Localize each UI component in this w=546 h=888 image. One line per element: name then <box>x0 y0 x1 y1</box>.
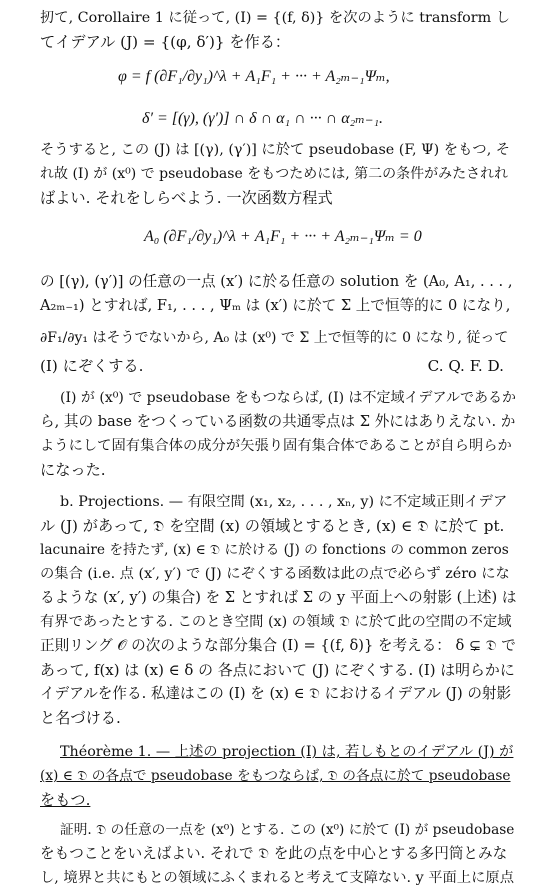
text-line: をもつことをいえばよい. それで 𝔇 を此の点を中心とする多円筒とみな <box>40 845 508 862</box>
section-heading-line: b. Projections. — 有限空間 (x₁, x₂, . . . , xₙ, y) に不定域正則イデア <box>60 494 508 510</box>
text-line: になった. <box>40 461 106 479</box>
text-line: の集合 (i.e. 点 (x′, y′) で (J) にぞくする函数は此の点で必らず zéro にな <box>40 566 510 582</box>
text-line: るような (x′, y′) の集合) を Σ とすれば Σ の y 平面上への射影 (上述) は <box>40 589 517 606</box>
text-line: あって, f(x) は (x) ∈ δ の 各点において (J) にぞくする. (I) は明らかに <box>40 661 515 679</box>
text-line: し, 境界と共にもとの領域にふくまれると考えて支障ない. y 平面上に原点 <box>40 870 514 886</box>
text-line: ル (J) があって, 𝔇 を空間 (x) の領域とするとき, (x) ∈ 𝔇 に於て pt. <box>40 517 505 535</box>
text-line: A₂ₘ₋₁) とすれば, F₁, . . . , Ψₘ は (x′) に於て Σ 上で恒等的に 0 になり, <box>40 297 511 314</box>
theorem-line: Théorème 1. — 上述の projection (I) は, 若しもとのイデアル (J) が <box>60 744 514 760</box>
text-line: ら, 其の base をつくっている函数の共通零点は Σ 外にはありえない. か <box>40 413 516 430</box>
theorem-line: (x) ∈ 𝔇 の各点で pseudobase をもつならば, 𝔇 の各点に於て pseudobase <box>40 768 511 784</box>
text-line: ようにして固有集合体の成分が矢張り固有集合体であることが自ら明らか <box>40 438 512 454</box>
qed-label: C. Q. F. D. <box>427 357 504 375</box>
text-line: ばよい. それをしらべよう. 一次函数方程式 <box>40 189 333 207</box>
equation-linear: A₀ (∂F₁/∂y₁)^λ + A₁F₁ + ··· + A₂ₘ₋₁Ψₘ = 0 <box>144 228 422 245</box>
text-line: の [(γ), (γ′)] の任意の一点 (x′) に於る任意の solution を (A₀, A₁, . . . , <box>40 273 513 290</box>
text-line: lacunaire を持たず, (x) ∈ 𝔇 に於ける (J) の fonctions の common zeros <box>40 542 509 558</box>
text-line: 有界であったとする. このとき空間 (x) の領域 𝔇 に於て此の空間の不定域 <box>40 614 512 630</box>
equation-delta: δ′ = [(γ), (γ′)] ∩ δ ∩ α₁ ∩ ··· ∩ α₂ₘ₋₁. <box>142 110 384 127</box>
text-line: 扨て, Corollaire 1 に従って, (I) = {(f, δ)} を次のように transform し <box>40 10 511 26</box>
text-line: れ故 (I) が (x⁰) で pseudobase をもつためには, 第二の条件がみたされれ <box>40 166 509 182</box>
text-line: (I) にぞくする. <box>40 357 144 375</box>
text-line: と名づける. <box>40 709 121 727</box>
text-line: イデアルを作る. 私達はこの (I) を (x) ∈ 𝔇 におけるイデアル (J) の射影 <box>40 685 512 702</box>
text-line: (I) が (x⁰) で pseudobase をもつならば, (I) は不定域イデアルであるか <box>60 390 516 406</box>
text-line: そうすると, この (J) は [(γ), (γ′)] に於て pseudobase (F, Ψ) をもつ, そ <box>40 142 511 158</box>
text-line: 正則リング 𝒪 の次のような部分集合 (I) = {(f, δ)} を考える： δ ⊊ 𝔇 で <box>40 637 516 654</box>
text-line: ∂F₁/∂y₁ はそうでないから, A₀ は (x⁰) で Σ 上で恒等的に 0 になり, 従って <box>40 330 509 346</box>
equation-phi: φ = f (∂F₁/∂y₁)^λ + A₁F₁ + ··· + A₂ₘ₋₁Ψₘ, <box>118 68 390 85</box>
proof-line: 証明. 𝔇 の任意の一点を (x⁰) とする. この (x⁰) に於て (I) が pseudobase <box>60 822 515 838</box>
theorem-line: をもつ. <box>40 791 91 809</box>
text-line: てイデアル (J) = {(φ, δ′)} を作る： <box>40 33 291 51</box>
